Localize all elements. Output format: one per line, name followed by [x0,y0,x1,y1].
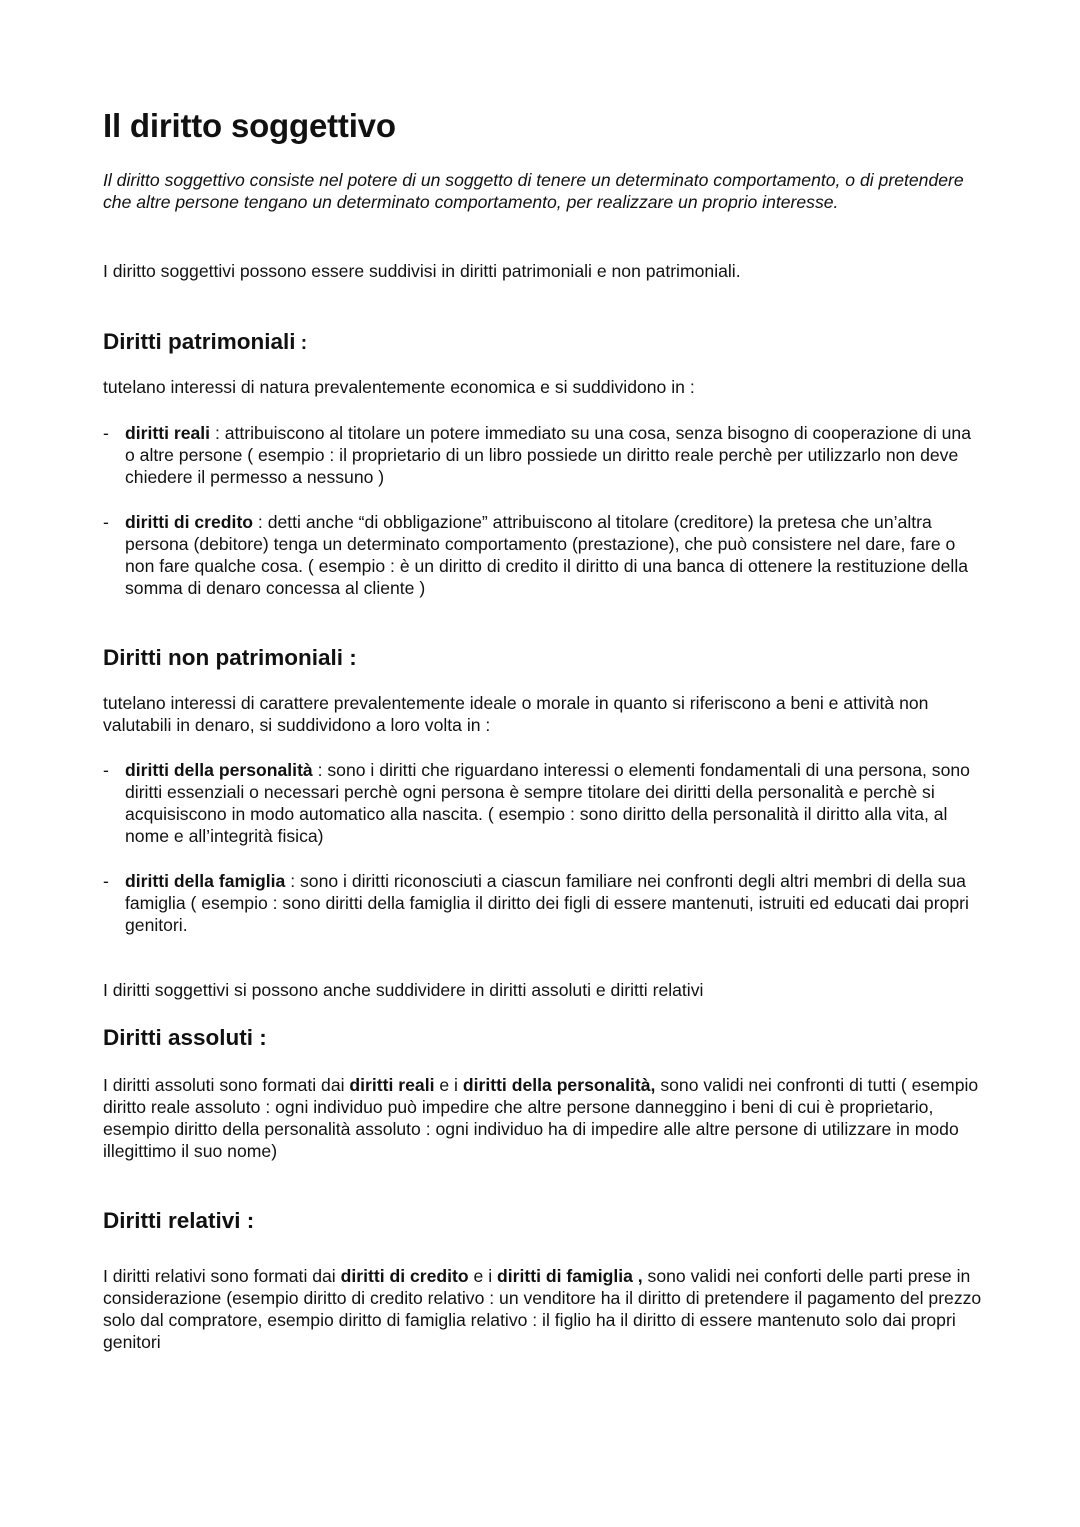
section-heading-non-patrimoniali: Diritti non patrimoniali : [103,645,357,670]
bullet-dash: - [103,760,109,780]
bold-term: diritti di famiglia , [497,1266,643,1286]
non-patrimoniali-description: tutelano interessi di carattere prevalentemente ideale o morale in quanto si riferiscono a beni e attività non valutabili in denaro, si suddividono a loro volta in : [103,693,929,735]
page-title: Il diritto soggettivo [103,107,396,144]
list-item-term: diritti di credito [125,512,254,532]
section-heading-assoluti: Diritti assoluti : [103,1025,267,1050]
relativi-paragraph [103,1265,983,1353]
bullet-dash: - [103,423,109,443]
list-item-text [125,759,983,847]
text-run: e i [434,1075,463,1095]
list-item-term: diritti della famiglia [125,871,286,891]
list-item-term: diritti della personalità [125,760,313,780]
list-item-body: : attribuiscono al titolare un potere immediato su una cosa, senza bisogno di cooperazione di una o altre persone ( esempio : il proprietario di un libro possiede un diritto reale perchè per utilizzarlo non deve chiedere il permesso a nessuno ) [125,423,971,487]
list-item-body: : sono i diritti che riguardano interessi o elementi fondamentali di una persona, sono diritti essenziali o necessari perchè ogni persona è sempre titolare dei diritti della personalità e perchè si acquisiscono in modo automatico alla nascita. ( esempio : sono diritto della personalità il diritto alla vita, al nome e all’integrità fisica) [125,760,970,846]
list-item-body: : sono i diritti riconosciuti a ciascun familiare nei confronti degli altri membri di della sua famiglia ( esempio : sono diritti della famiglia il diritto dei figli di essere mantenuti, istruiti ed educati dai propri genitori. [125,871,969,935]
bullet-dash: - [103,512,109,532]
bold-term: diritti della personalità, [462,1075,656,1095]
list-item-text [125,422,983,488]
text-run: e i [468,1266,498,1286]
list-item-term: diritti reali [125,423,211,443]
text-run: sono validi nei confronti di tutti ( esempio diritto reale assoluto : ogni individuo può impedire che altre persone danneggino i beni di cui è proprietario, esempio diritto della personalità assoluto : ogni individuo ha di impedire alle altre persone di utilizzare in modo illegittimo il suo nome) [103,1075,979,1161]
division-paragraph-2: I diritti soggettivi si possono anche suddividere in diritti assoluti e diritti relativi [103,980,704,1000]
list-item-text [125,511,983,599]
text-run: sono validi nei conforti delle parti prese in considerazione (esempio diritto di credito relativo : un venditore ha il diritto di pretendere il pagamento del prezzo solo dal compratore, esempio diritto di famiglia relativo : il figlio ha il diritto di essere mantenuto solo dai propri genitori [103,1266,982,1352]
heading-suffix: : [295,333,308,354]
list-item-text [125,870,983,936]
bullet-dash: - [103,871,109,891]
text-run: I diritti assoluti sono formati dai [103,1075,350,1095]
bold-term: diritti reali [349,1075,435,1095]
section-heading-patrimoniali [103,328,307,358]
assoluti-paragraph [103,1074,983,1162]
text-run: I diritti relativi sono formati dai [103,1266,341,1286]
patrimoniali-description: tutelano interessi di natura prevalentemente economica e si suddividono in : [103,377,695,397]
intro-paragraph: Il diritto soggettivo consiste nel potere di un soggetto di tenere un determinato comportamento, o di pretendere che altre persone tengano un determinato comportamento, per realizzare un proprio interesse. [103,170,964,212]
bold-term: diritti di credito [340,1266,469,1286]
list-item-body: : detti anche “di obbligazione” attribuiscono al titolare (creditore) la pretesa che un’altra persona (debitore) tenga un determinato comportamento (prestazione), che può consistere nel dare, fare o non fare qualche cosa. ( esempio : è un diritto di credito il diritto di una banca di ottenere la restituzione della somma di denaro concessa al cliente ) [125,512,969,598]
section-heading-relativi: Diritti relativi : [103,1208,255,1233]
division-paragraph: I diritto soggettivi possono essere suddivisi in diritti patrimoniali e non patrimoniali. [103,261,741,281]
heading-text: Diritti patrimoniali [103,329,296,354]
